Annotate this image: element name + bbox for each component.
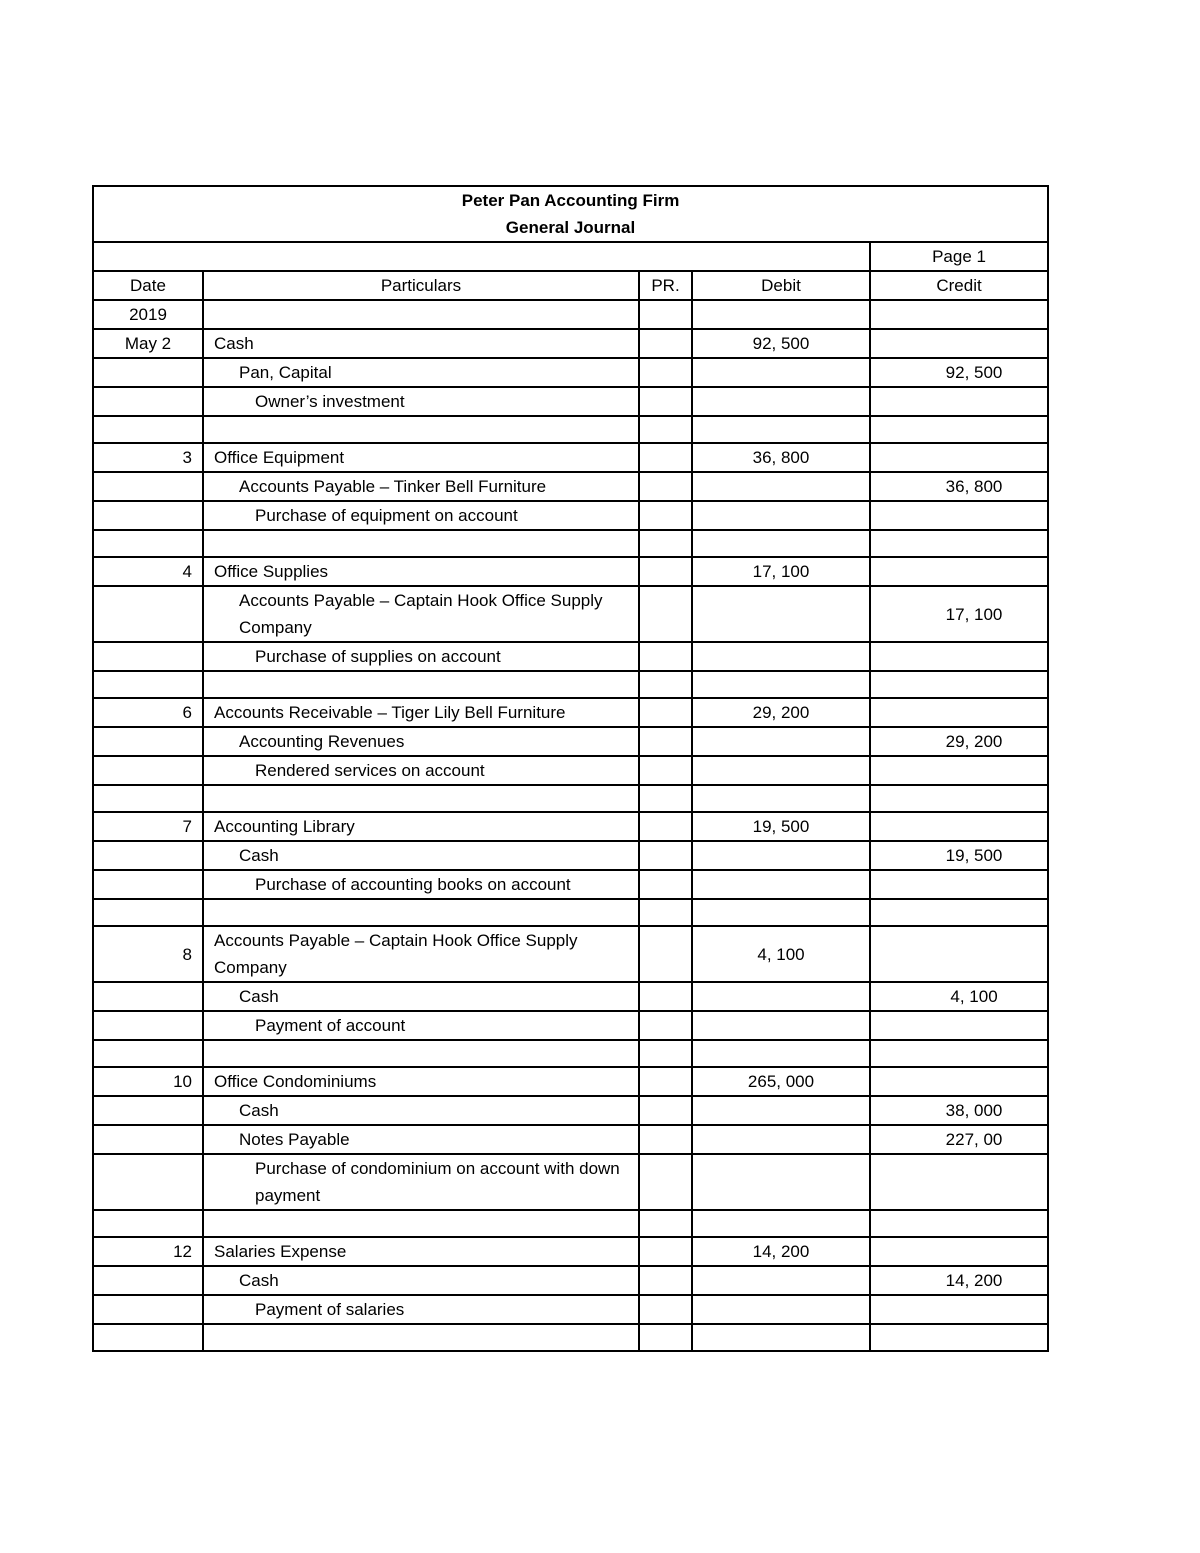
- journal-row: [93, 899, 1048, 926]
- entry-date: [93, 1266, 203, 1295]
- entry-credit: [870, 1067, 1048, 1096]
- journal-row: [93, 698, 1048, 727]
- entry-credit: [870, 812, 1048, 841]
- title-row: [93, 186, 1048, 242]
- entry-posting-ref: [639, 1324, 692, 1351]
- entry-posting-ref: [639, 530, 692, 557]
- entry-date: [93, 586, 203, 642]
- entry-posting-ref: [639, 329, 692, 358]
- entry-date: [93, 358, 203, 387]
- entry-date: [93, 416, 203, 443]
- entry-particulars: Accounts Payable – Tinker Bell Furniture: [203, 472, 639, 501]
- entry-particulars: Salaries Expense: [203, 1237, 639, 1266]
- entry-date: [93, 387, 203, 416]
- journal-row: [93, 443, 1048, 472]
- entry-date: May 2: [93, 329, 203, 358]
- entry-debit: 36, 800: [692, 443, 870, 472]
- entry-particulars: [203, 300, 639, 329]
- entry-posting-ref: [639, 1210, 692, 1237]
- page-number: Page 1: [870, 242, 1048, 271]
- entry-credit: [870, 1295, 1048, 1324]
- entry-credit: [870, 671, 1048, 698]
- entry-particulars: Cash: [203, 329, 639, 358]
- journal-row: [93, 1096, 1048, 1125]
- entry-posting-ref: [639, 1237, 692, 1266]
- entry-posting-ref: [639, 1154, 692, 1210]
- entry-particulars: Accounting Library: [203, 812, 639, 841]
- entry-credit: [870, 1237, 1048, 1266]
- entry-posting-ref: [639, 1125, 692, 1154]
- journal-row: [93, 1040, 1048, 1067]
- entry-posting-ref: [639, 642, 692, 671]
- entry-debit: [692, 387, 870, 416]
- debit-column-header: Debit: [692, 271, 870, 300]
- entry-posting-ref: [639, 785, 692, 812]
- entry-particulars: Payment of salaries: [203, 1295, 639, 1324]
- entry-posting-ref: [639, 1040, 692, 1067]
- entry-posting-ref: [639, 1011, 692, 1040]
- journal-row: [93, 841, 1048, 870]
- entry-credit: 4, 100: [870, 982, 1048, 1011]
- entry-date: [93, 870, 203, 899]
- entry-particulars: Office Condominiums: [203, 1067, 639, 1096]
- entry-debit: [692, 1324, 870, 1351]
- entry-credit: 36, 800: [870, 472, 1048, 501]
- entry-debit: [692, 1096, 870, 1125]
- journal-row: [93, 642, 1048, 671]
- entry-posting-ref: [639, 698, 692, 727]
- entry-date: [93, 472, 203, 501]
- entry-debit: 29, 200: [692, 698, 870, 727]
- entry-debit: [692, 1040, 870, 1067]
- entry-date: [93, 727, 203, 756]
- entry-credit: [870, 329, 1048, 358]
- entry-debit: [692, 1125, 870, 1154]
- particulars-column-header: Particulars: [203, 271, 639, 300]
- entry-particulars: Purchase of equipment on account: [203, 501, 639, 530]
- entry-date: [93, 1040, 203, 1067]
- entry-date: [93, 642, 203, 671]
- entry-date: [93, 982, 203, 1011]
- entry-posting-ref: [639, 812, 692, 841]
- entry-date: [93, 841, 203, 870]
- entry-credit: [870, 1324, 1048, 1351]
- entry-debit: 19, 500: [692, 812, 870, 841]
- entry-debit: [692, 785, 870, 812]
- entry-date: [93, 1324, 203, 1351]
- entry-debit: [692, 300, 870, 329]
- journal-title-cell: [93, 186, 1048, 242]
- entry-debit: [692, 1295, 870, 1324]
- entry-posting-ref: [639, 358, 692, 387]
- journal-row: [93, 387, 1048, 416]
- entry-credit: [870, 698, 1048, 727]
- entry-debit: [692, 530, 870, 557]
- entry-debit: [692, 727, 870, 756]
- entry-posting-ref: [639, 841, 692, 870]
- entry-date: [93, 756, 203, 785]
- entry-credit: [870, 387, 1048, 416]
- entry-posting-ref: [639, 1266, 692, 1295]
- journal-row: [93, 1295, 1048, 1324]
- entry-date: 4: [93, 557, 203, 586]
- entry-credit: [870, 785, 1048, 812]
- journal-row: [93, 1324, 1048, 1351]
- entry-particulars: Purchase of accounting books on account: [203, 870, 639, 899]
- general-journal-table: [92, 185, 1049, 1352]
- entry-particulars: Pan, Capital: [203, 358, 639, 387]
- entry-particulars: Rendered services on account: [203, 756, 639, 785]
- entry-date: [93, 1011, 203, 1040]
- entry-date: 6: [93, 698, 203, 727]
- journal-row: [93, 358, 1048, 387]
- entry-debit: 92, 500: [692, 329, 870, 358]
- entry-posting-ref: [639, 926, 692, 982]
- entry-particulars: Payment of account: [203, 1011, 639, 1040]
- entry-date: [93, 785, 203, 812]
- journal-row: [93, 812, 1048, 841]
- entry-particulars: Cash: [203, 1096, 639, 1125]
- entry-posting-ref: [639, 387, 692, 416]
- journal-row: [93, 1154, 1048, 1210]
- entry-credit: [870, 870, 1048, 899]
- entry-posting-ref: [639, 982, 692, 1011]
- entry-posting-ref: [639, 501, 692, 530]
- entry-debit: [692, 1154, 870, 1210]
- entry-particulars: Accounts Payable – Captain Hook Office Supply Company: [203, 586, 639, 642]
- entry-posting-ref: [639, 756, 692, 785]
- entry-date: [93, 1096, 203, 1125]
- journal-row: [93, 1011, 1048, 1040]
- journal-row: [93, 870, 1048, 899]
- entry-debit: [692, 982, 870, 1011]
- entry-date: 3: [93, 443, 203, 472]
- entry-date: 8: [93, 926, 203, 982]
- entry-posting-ref: [639, 1067, 692, 1096]
- entry-credit: 17, 100: [870, 586, 1048, 642]
- entry-credit: [870, 926, 1048, 982]
- entry-credit: [870, 756, 1048, 785]
- entry-particulars: [203, 785, 639, 812]
- entry-debit: [692, 1266, 870, 1295]
- journal-row: [93, 926, 1048, 982]
- entry-posting-ref: [639, 416, 692, 443]
- entry-particulars: Owner’s investment: [203, 387, 639, 416]
- entry-date: [93, 671, 203, 698]
- entry-credit: [870, 1040, 1048, 1067]
- entry-credit: 14, 200: [870, 1266, 1048, 1295]
- journal-row: [93, 472, 1048, 501]
- entry-posting-ref: [639, 557, 692, 586]
- journal-title: General Journal: [505, 218, 636, 237]
- entry-particulars: Cash: [203, 982, 639, 1011]
- entry-particulars: Accounts Receivable – Tiger Lily Bell Furniture: [203, 698, 639, 727]
- entry-date: [93, 899, 203, 926]
- entry-debit: [692, 1011, 870, 1040]
- entry-posting-ref: [639, 1295, 692, 1324]
- entry-debit: [692, 756, 870, 785]
- journal-row: [93, 530, 1048, 557]
- entry-credit: [870, 501, 1048, 530]
- journal-row: [93, 557, 1048, 586]
- entry-credit: [870, 1210, 1048, 1237]
- journal-row: [93, 982, 1048, 1011]
- entry-posting-ref: [639, 727, 692, 756]
- entry-particulars: Office Equipment: [203, 443, 639, 472]
- journal-row: [93, 1237, 1048, 1266]
- journal-row: [93, 785, 1048, 812]
- entry-particulars: [203, 530, 639, 557]
- entry-debit: [692, 1210, 870, 1237]
- entry-date: [93, 1125, 203, 1154]
- firm-name: Peter Pan Accounting Firm: [461, 191, 680, 210]
- entry-credit: [870, 416, 1048, 443]
- entry-date: [93, 1295, 203, 1324]
- entry-particulars: Accounts Payable – Captain Hook Office Supply Company: [203, 926, 639, 982]
- entry-particulars: [203, 416, 639, 443]
- entry-posting-ref: [639, 586, 692, 642]
- journal-row: [93, 671, 1048, 698]
- entry-debit: [692, 472, 870, 501]
- entry-particulars: Purchase of supplies on account: [203, 642, 639, 671]
- entry-date: [93, 501, 203, 530]
- entry-credit: [870, 642, 1048, 671]
- date-column-header: Date: [93, 271, 203, 300]
- entry-credit: [870, 300, 1048, 329]
- entry-credit: 227, 00: [870, 1125, 1048, 1154]
- entry-credit: 38, 000: [870, 1096, 1048, 1125]
- journal-row: [93, 1266, 1048, 1295]
- entry-particulars: [203, 671, 639, 698]
- entry-date: 2019: [93, 300, 203, 329]
- entry-particulars: [203, 1040, 639, 1067]
- journal-row: [93, 727, 1048, 756]
- entry-credit: [870, 899, 1048, 926]
- entry-debit: [692, 501, 870, 530]
- journal-row: [93, 501, 1048, 530]
- entry-credit: 29, 200: [870, 727, 1048, 756]
- entry-particulars: [203, 1210, 639, 1237]
- entry-debit: [692, 642, 870, 671]
- entry-date: [93, 530, 203, 557]
- entry-debit: 265, 000: [692, 1067, 870, 1096]
- page-row: [93, 242, 1048, 271]
- entry-debit: 4, 100: [692, 926, 870, 982]
- entry-credit: 92, 500: [870, 358, 1048, 387]
- entry-particulars: Office Supplies: [203, 557, 639, 586]
- entry-debit: 14, 200: [692, 1237, 870, 1266]
- entry-particulars: [203, 1324, 639, 1351]
- entry-debit: [692, 899, 870, 926]
- journal-row: [93, 329, 1048, 358]
- credit-column-header: Credit: [870, 271, 1048, 300]
- page-row-spacer: [93, 242, 870, 271]
- entry-posting-ref: [639, 671, 692, 698]
- entry-debit: [692, 870, 870, 899]
- entry-credit: [870, 1011, 1048, 1040]
- entry-date: [93, 1210, 203, 1237]
- entry-debit: 17, 100: [692, 557, 870, 586]
- entry-debit: [692, 841, 870, 870]
- entry-credit: [870, 1154, 1048, 1210]
- entry-date: 10: [93, 1067, 203, 1096]
- entry-credit: 19, 500: [870, 841, 1048, 870]
- entry-debit: [692, 416, 870, 443]
- journal-row: [93, 1125, 1048, 1154]
- entry-particulars: Notes Payable: [203, 1125, 639, 1154]
- pr-column-header: PR.: [639, 271, 692, 300]
- entry-credit: [870, 443, 1048, 472]
- entry-debit: [692, 671, 870, 698]
- journal-row: [93, 586, 1048, 642]
- journal-row: [93, 416, 1048, 443]
- entry-date: 7: [93, 812, 203, 841]
- entry-particulars: [203, 899, 639, 926]
- entry-debit: [692, 358, 870, 387]
- journal-row: [93, 300, 1048, 329]
- entry-credit: [870, 530, 1048, 557]
- entry-debit: [692, 586, 870, 642]
- entry-posting-ref: [639, 870, 692, 899]
- entry-particulars: Accounting Revenues: [203, 727, 639, 756]
- entry-posting-ref: [639, 443, 692, 472]
- entry-date: 12: [93, 1237, 203, 1266]
- entry-particulars: Purchase of condominium on account with down payment: [203, 1154, 639, 1210]
- entry-date: [93, 1154, 203, 1210]
- journal-row: [93, 1210, 1048, 1237]
- entry-posting-ref: [639, 899, 692, 926]
- journal-row: [93, 1067, 1048, 1096]
- entry-posting-ref: [639, 472, 692, 501]
- entry-credit: [870, 557, 1048, 586]
- entry-posting-ref: [639, 1096, 692, 1125]
- entry-particulars: Cash: [203, 841, 639, 870]
- entry-particulars: Cash: [203, 1266, 639, 1295]
- column-header-row: [93, 271, 1048, 300]
- journal-row: [93, 756, 1048, 785]
- entry-posting-ref: [639, 300, 692, 329]
